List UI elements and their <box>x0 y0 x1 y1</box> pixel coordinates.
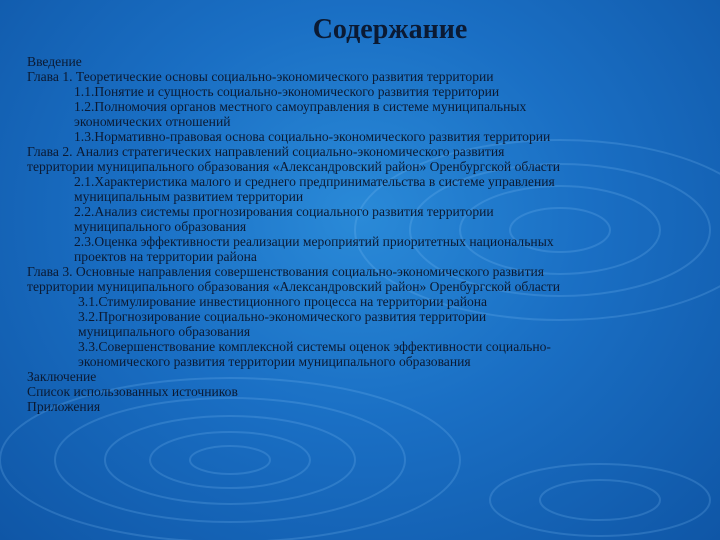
toc-line: экономических отношений <box>74 114 231 129</box>
page-title: Содержание <box>312 14 468 45</box>
toc-line: 3.1.Стимулирование инвестиционного процесса на территории района <box>78 294 488 309</box>
toc-line: 2.2.Анализ системы прогнозирования социального развития территории <box>74 204 494 219</box>
toc-line: муниципальным развитием территории <box>74 189 304 204</box>
toc-line: 2.3.Оценка эффективности реализации мероприятий приоритетных национальных <box>74 234 554 249</box>
toc-line: Приложения <box>27 399 101 414</box>
toc-line: территории муниципального образования «Александровский район» Оренбургской области <box>27 159 561 174</box>
toc-line: экономического развития территории муниципального образования <box>78 354 471 369</box>
toc-line: 1.3.Нормативно-правовая основа социально-экономического развития территории <box>74 129 551 144</box>
toc-line: Список использованных источников <box>27 384 238 399</box>
toc-line: 1.1.Понятие и сущность социально-экономического развития территории <box>74 84 500 99</box>
toc-line: 3.3.Совершенствование комплексной системы оценок эффективности социально- <box>78 339 551 354</box>
toc-line: Глава 2. Анализ стратегических направлений социально-экономического развития <box>27 144 505 159</box>
toc-line: 1.2.Полномочия органов местного самоуправления в системе муниципальных <box>74 99 527 114</box>
toc-line: Введение <box>27 54 82 69</box>
toc-line: 3.2.Прогнозирование социально-экономического развития территории <box>78 309 487 324</box>
toc-line: территории муниципального образования «Александровский район» Оренбургской области <box>27 279 561 294</box>
toc-line: Глава 3. Основные направления совершенствования социально-экономического развития <box>27 264 545 279</box>
toc-line: муниципального образования <box>74 219 247 234</box>
toc-line: 2.1.Характеристика малого и среднего предпринимательства в системе управления <box>74 174 555 189</box>
toc-line: Глава 1. Теоретические основы социально-экономического развития территории <box>27 69 494 84</box>
toc-line: Заключение <box>27 369 97 384</box>
toc-line: проектов на территории района <box>74 249 257 264</box>
toc-line: муниципального образования <box>78 324 251 339</box>
table-of-contents <box>27 54 707 414</box>
